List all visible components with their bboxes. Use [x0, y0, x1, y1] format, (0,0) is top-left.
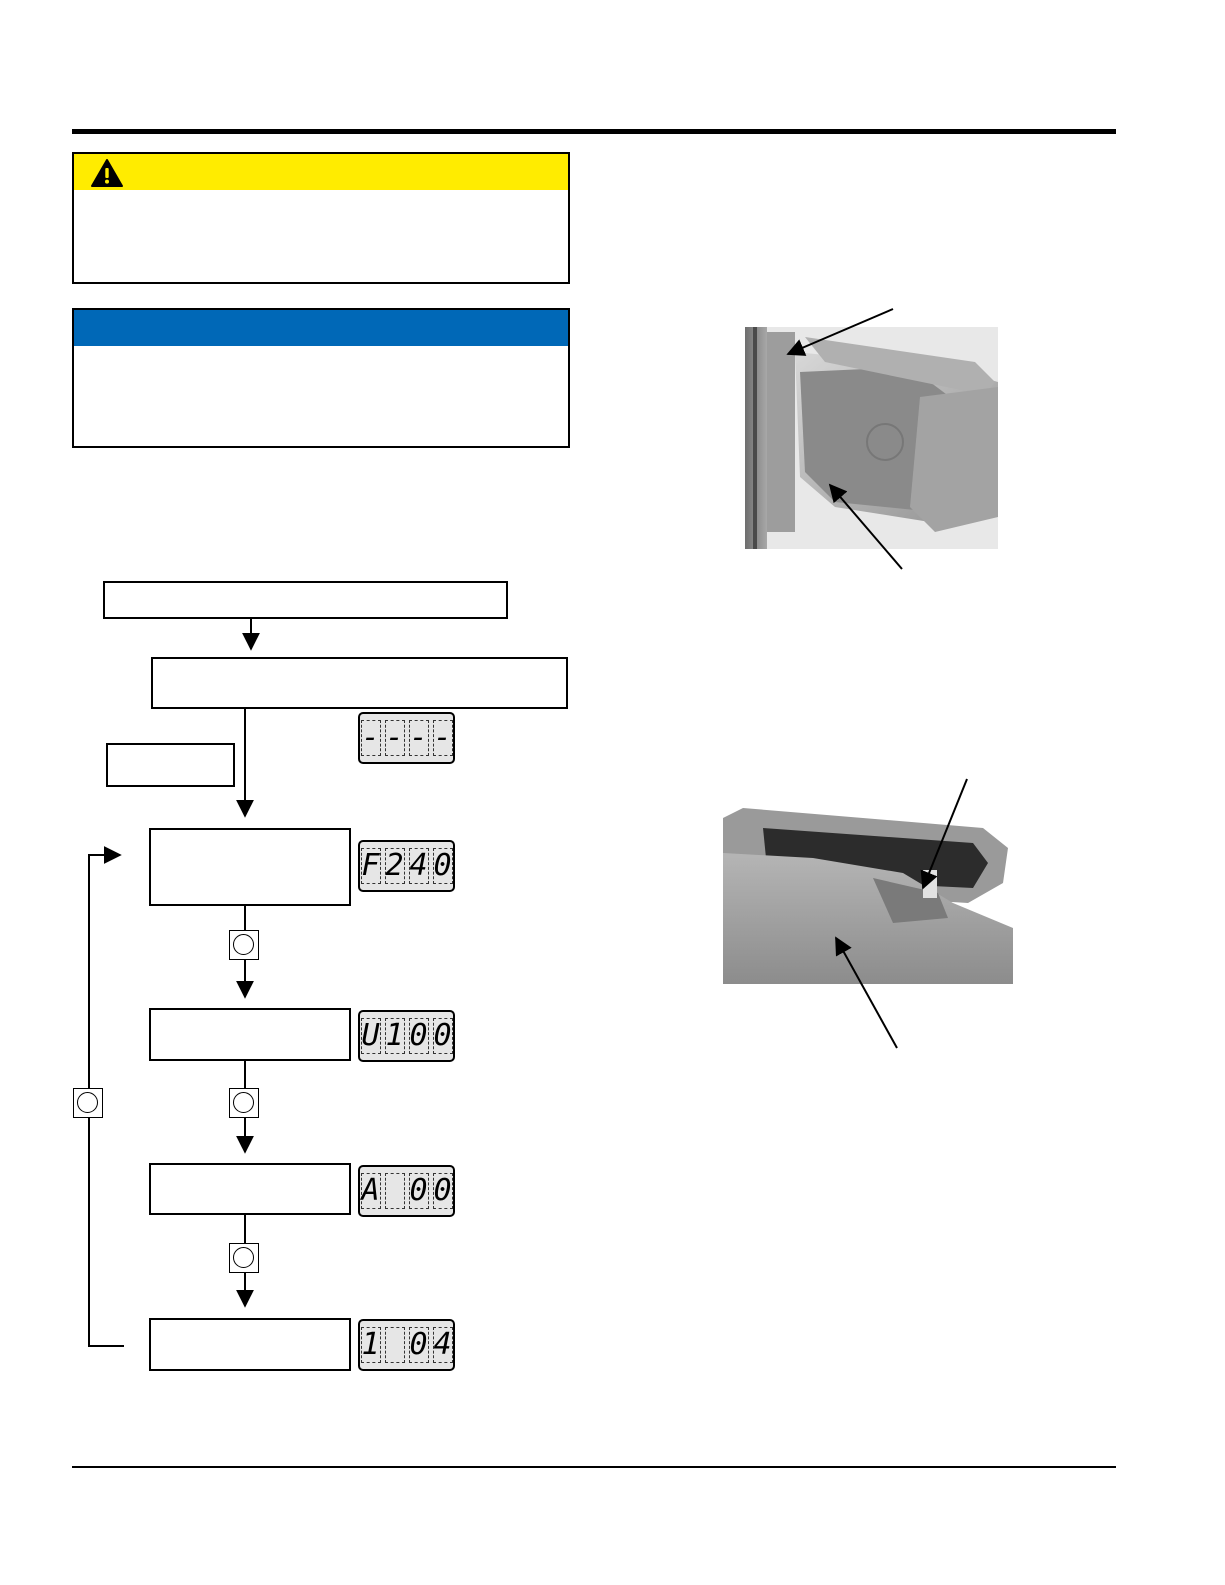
lcd-digit: U	[361, 1018, 380, 1053]
lcd-digit: -	[409, 720, 428, 755]
lcd-digit: 0	[409, 1173, 428, 1208]
lcd-digit: A	[361, 1173, 380, 1208]
lcd-digit: 0	[409, 1018, 428, 1053]
lcd-digit: 1	[361, 1327, 380, 1362]
lcd-digit: -	[361, 720, 380, 755]
lcd-digit: -	[433, 720, 452, 755]
lcd-digit: 2	[385, 848, 404, 883]
lcd-digit: 0	[433, 1173, 452, 1208]
lcd-digit: 4	[409, 848, 428, 883]
lcd-digit: 1	[385, 1018, 404, 1053]
lcd-digit: F	[361, 848, 380, 883]
lcd-digit: -	[385, 720, 404, 755]
lcd-digit: 0	[433, 1018, 452, 1053]
lcd-digit: 4	[433, 1327, 452, 1362]
lcd-digit: 0	[409, 1327, 428, 1362]
lcd-digit: 0	[433, 848, 452, 883]
